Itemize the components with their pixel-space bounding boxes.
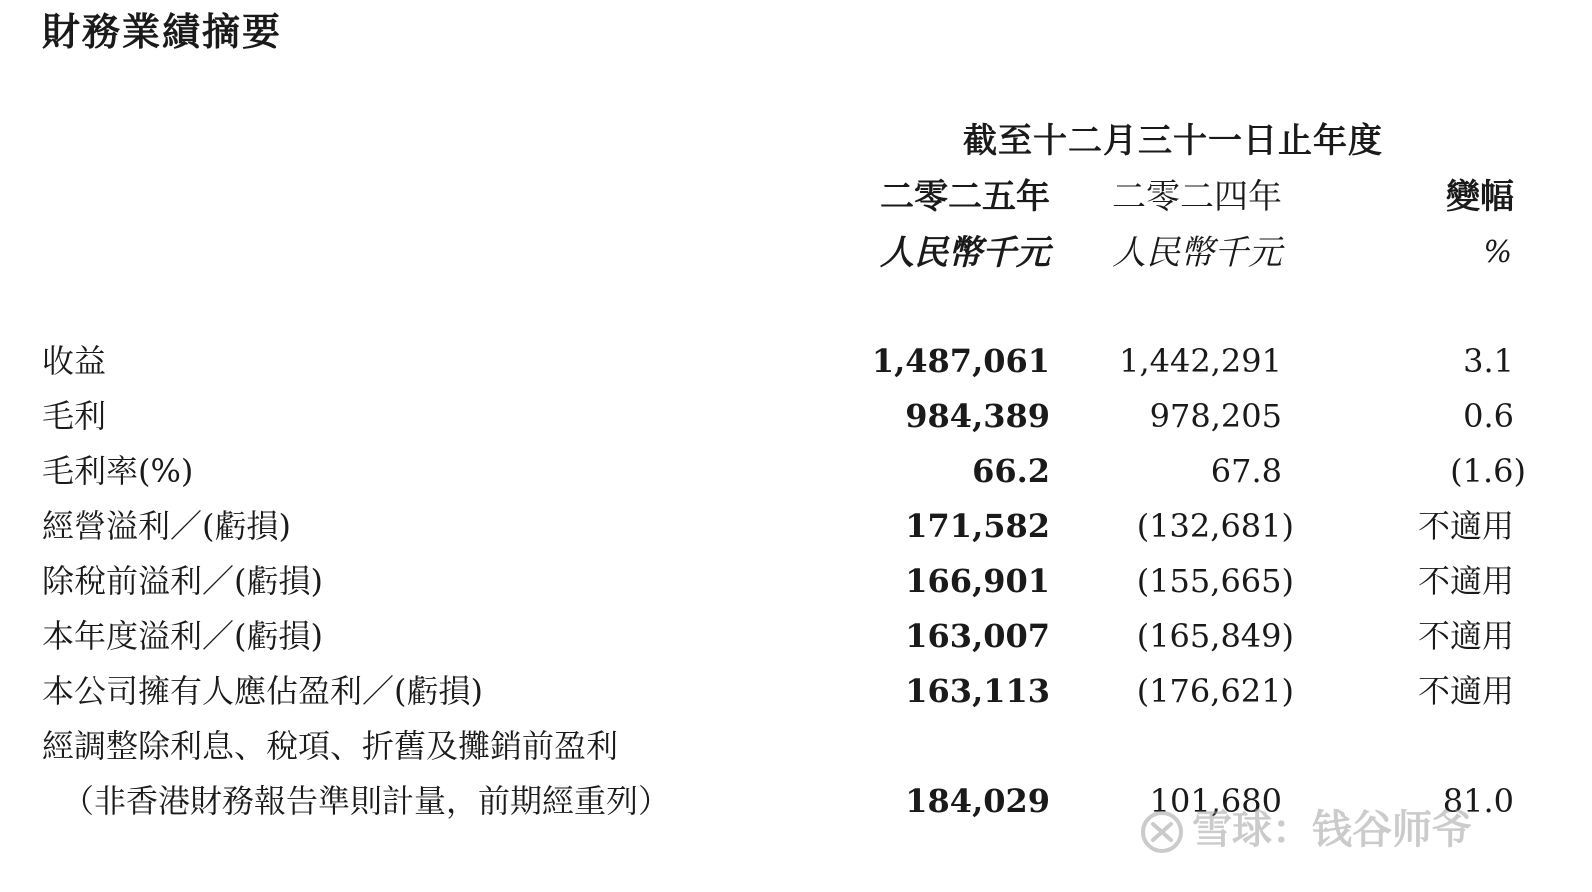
- row-label: 毛利: [42, 397, 107, 435]
- row-label: 經營溢利／(虧損): [42, 507, 291, 545]
- column-header-2025: 二零二五年: [880, 177, 1050, 217]
- value-change: 0.6: [1463, 397, 1514, 435]
- table-row: [0, 554, 1592, 609]
- unit-2025: 人民幣千元: [880, 233, 1050, 273]
- value-change: 不適用: [1417, 507, 1514, 545]
- column-header-change: 變幅: [1446, 177, 1514, 217]
- value-2024: 1,442,291: [1119, 342, 1282, 380]
- value-2025: 163,113: [905, 672, 1050, 710]
- value-2024: 978,205: [1149, 397, 1282, 435]
- table-row: [0, 499, 1592, 554]
- row-label: 毛利率(%): [42, 452, 194, 490]
- row-label: 除稅前溢利／(虧損): [42, 562, 323, 600]
- row-label: 經調整除利息、稅項、折舊及攤銷前盈利: [42, 727, 619, 765]
- value-2025: 163,007: [905, 617, 1050, 655]
- column-header-2024: 二零二四年: [1112, 177, 1282, 217]
- value-change: 不適用: [1417, 562, 1514, 600]
- value-2024: (176,621): [1136, 672, 1294, 710]
- value-change: (1.6): [1450, 452, 1526, 490]
- value-2025: 166,901: [905, 562, 1050, 600]
- watermark: [1140, 800, 1472, 860]
- value-2025: 1,487,061: [871, 342, 1050, 380]
- row-label: 收益: [42, 342, 107, 380]
- value-2024: 101,680: [1149, 782, 1282, 820]
- value-change: 不適用: [1417, 672, 1514, 710]
- unit-2024: 人民幣千元: [1112, 233, 1282, 273]
- table-row: [0, 609, 1592, 664]
- period-header: 截至十二月三十一日止年度: [963, 121, 1383, 161]
- value-2025: 984,389: [905, 397, 1050, 435]
- value-2024: (155,665): [1136, 562, 1294, 600]
- xueqiu-logo-icon: [1140, 810, 1184, 854]
- value-2024: (165,849): [1136, 617, 1294, 655]
- value-2025: 66.2: [972, 452, 1050, 490]
- value-change: 不適用: [1417, 617, 1514, 655]
- value-2024: (132,681): [1136, 507, 1294, 545]
- unit-change: %: [1483, 235, 1512, 270]
- row-label: 本公司擁有人應佔盈利／(虧損): [42, 672, 483, 710]
- value-2025: 171,582: [905, 507, 1050, 545]
- table-row: [0, 444, 1592, 499]
- page-title: 財務業績摘要: [42, 10, 283, 54]
- table-row: [0, 389, 1592, 444]
- value-change: 81.0: [1442, 782, 1514, 820]
- row-label: （非香港財務報告準則計量，前期經重列）: [62, 782, 671, 820]
- row-label: 本年度溢利／(虧損): [42, 617, 323, 655]
- watermark-text: 雪球：钱谷师爷: [1192, 807, 1472, 853]
- table-row: [0, 719, 1592, 774]
- value-2025: 184,029: [905, 782, 1050, 820]
- table-row: [0, 334, 1592, 389]
- table-row: [0, 664, 1592, 719]
- value-2024: 67.8: [1210, 452, 1282, 490]
- value-change: 3.1: [1463, 342, 1514, 380]
